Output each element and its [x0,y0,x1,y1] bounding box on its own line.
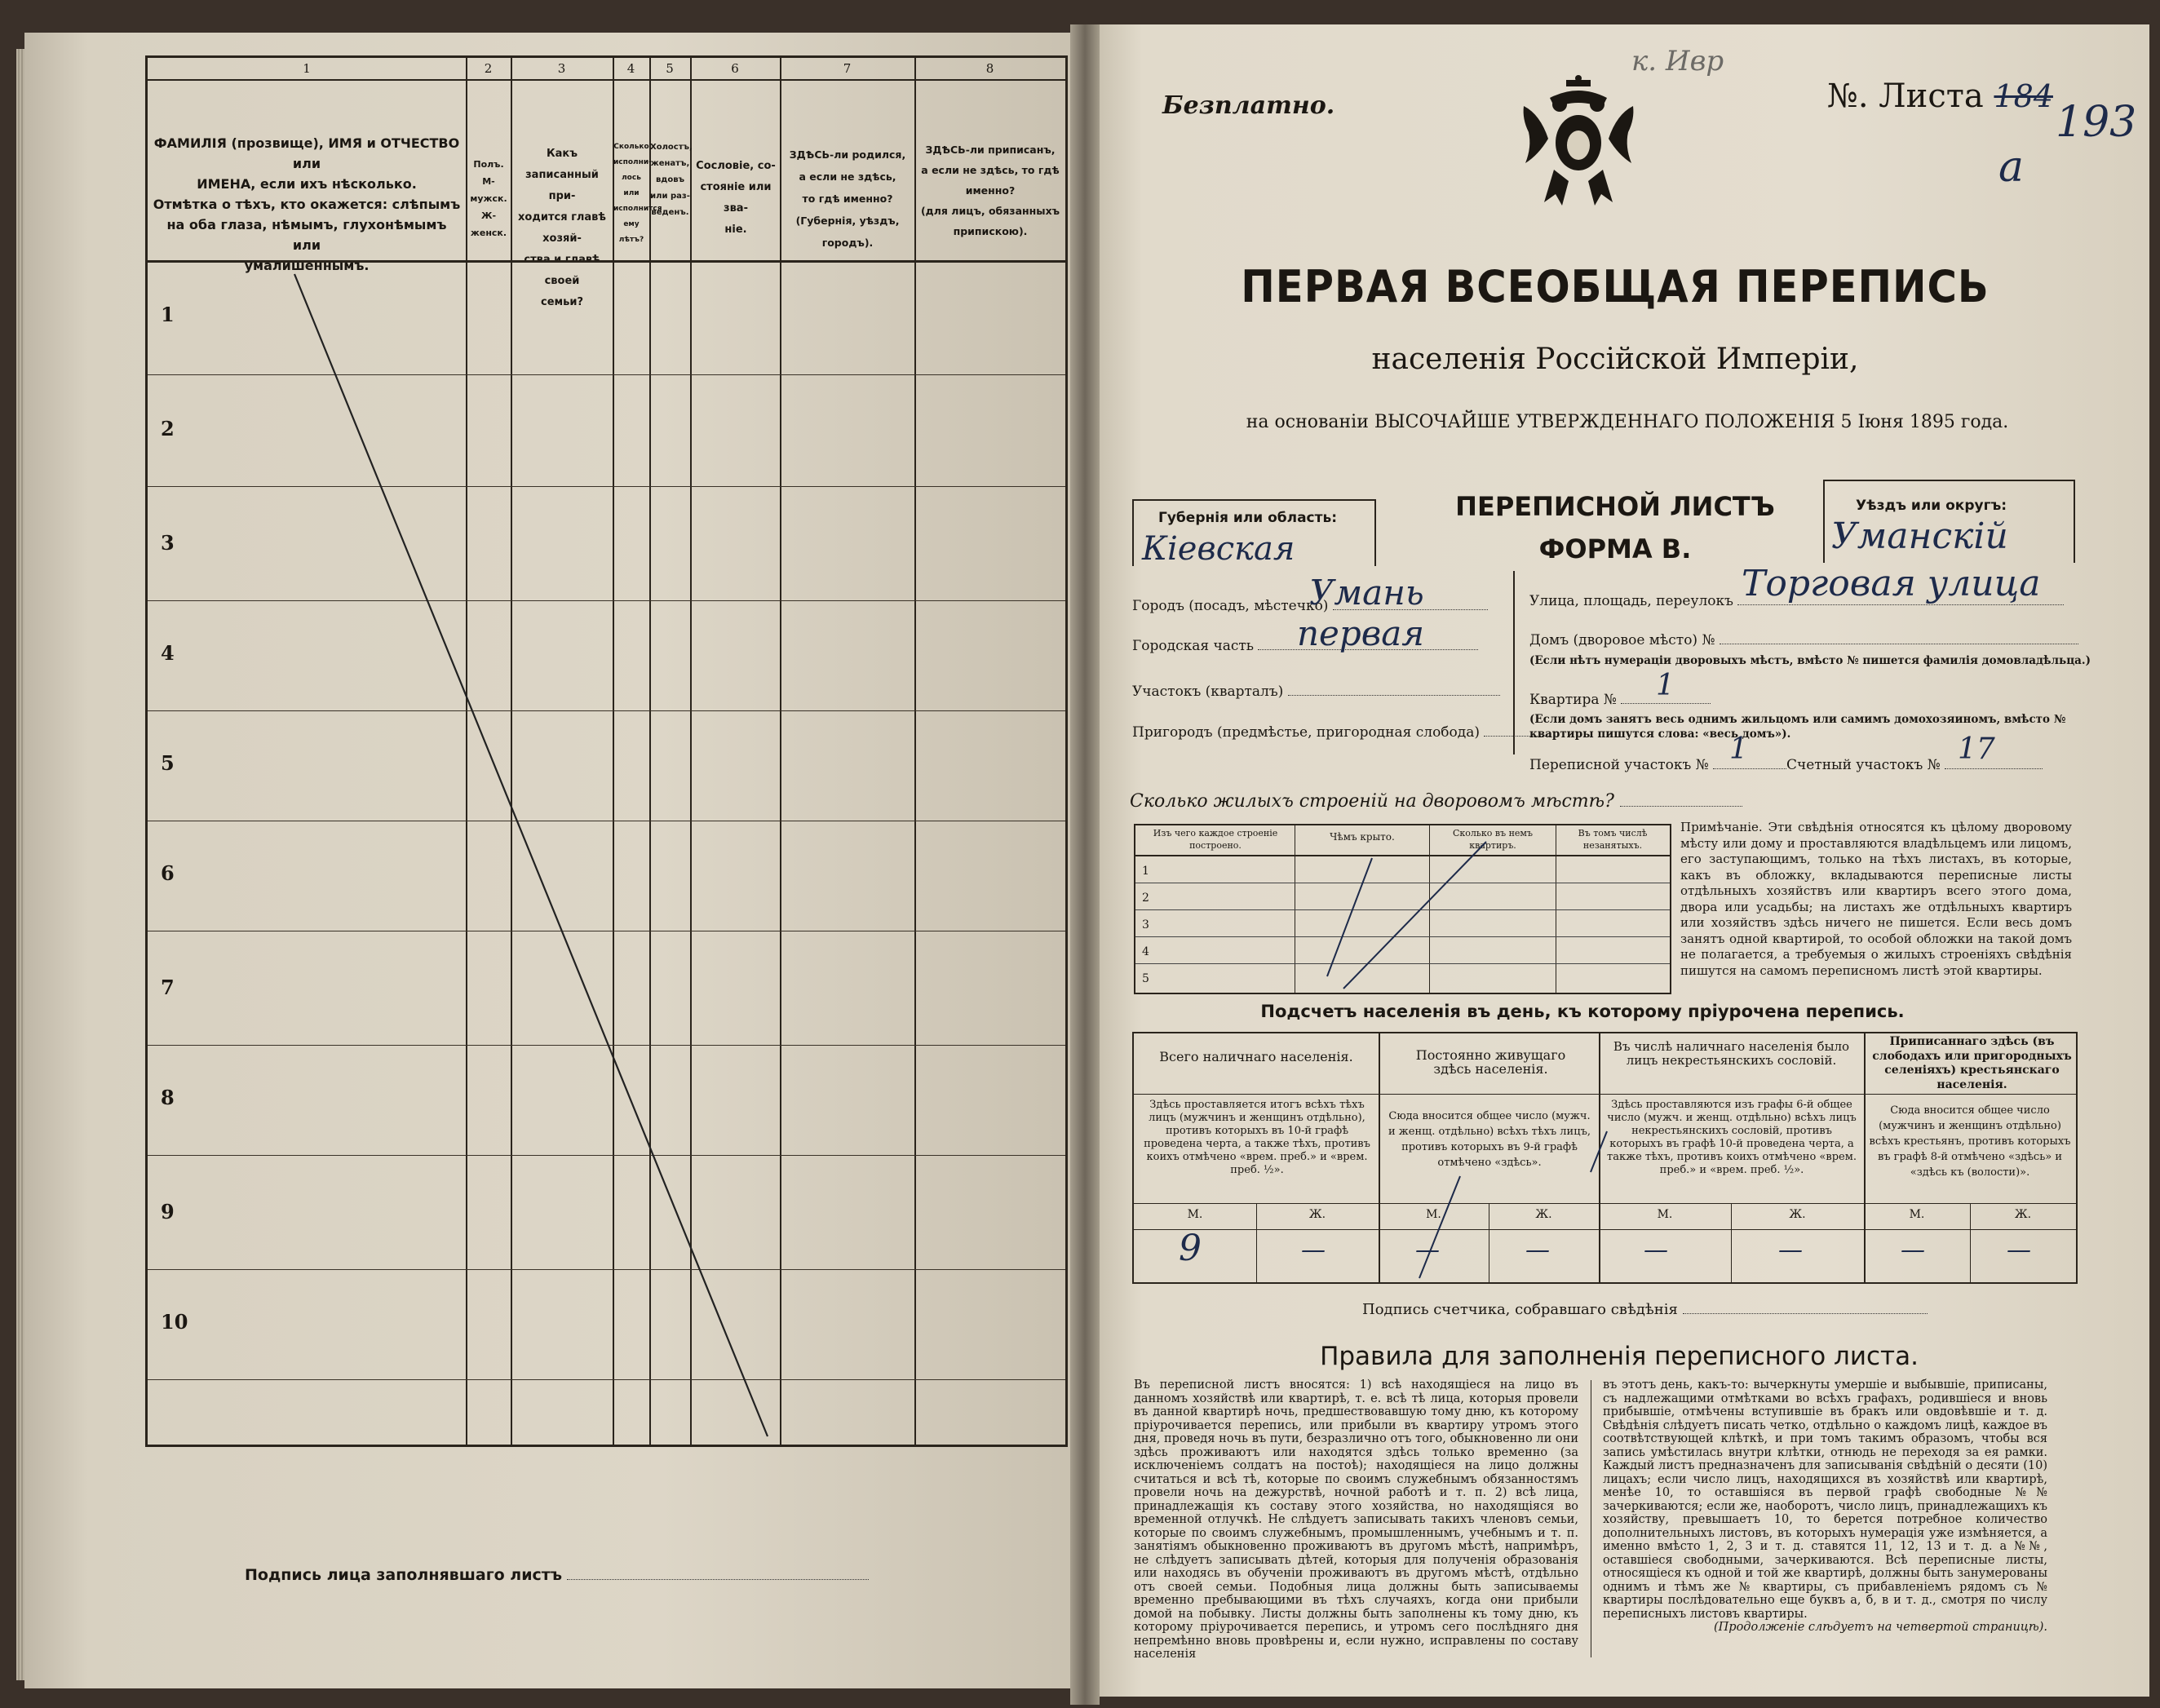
header-estate: Сословіе, со- стояніе или зва- ніе. [696,160,776,236]
row-number: 7 [161,976,175,999]
count-value: — [1901,1236,1925,1264]
rules-continuation: (Продолженіе слѣдуетъ на четвертой страницѣ). [1713,1621,2047,1634]
sheet-number: №. Листа 184 а [1827,77,2053,192]
census-subtitle: населенія Россійской Имперіи, [1371,343,1859,376]
count-description: Сюда вносится общее число (мужчинъ и женщинъ отдѣльно) всѣхъ крестьянъ, противъ которыхъ въ графѣ 8-й отмѣчено «здѣсь» и «здѣсь къ (волости)». [1869,1104,2071,1179]
district-label: Уѣздъ или округъ: [1856,498,2007,514]
district-value: Уманскій [1831,515,2008,557]
city-value: Умань [1309,573,1424,613]
rules-left-column: Въ переписной листъ вносятся: 1) всѣ находящіеся на лицо въ данномъ хозяйствѣ или квартирѣ, т. е. всѣ тѣ лица, которыя провели въ данной квартирѣ ночь, предшествовавшую тому дню, къ которому пріурочивается перепись, или прибыли въ квартиру утромъ этого дня, проведя ночь въ пути, безразлично отъ того, обыкновенно ли они здѣсь проживаютъ или находятся здѣсь только временно (за исключеніемъ солдатъ на постоѣ); находящіеся на лицо должны считаться и всѣ тѣ, которые по своимъ служебнымъ обязанностямъ провели ночь на дежурствѣ, ночной работѣ и т. п. 2) всѣ лица, принадлежащія къ составу этого хозяйства, но находящіяся во временной отлучкѣ. Не слѣдуетъ записывать такихъ членовъ семьи, которые по своимъ служебнымъ, промышленнымъ, учебнымъ и т. п. занятіямъ обыкновенно проживаютъ въ другомъ мѣстѣ, напримѣръ, не слѣдуетъ записывать дѣтей, которыя для полученія образованія или находясь въ обученіи проживаютъ въ другомъ мѣстѣ, отдѣльно отъ своей семьи. Подобныя лица должны быть записываемы временно пребывающими въ тѣхъ случаяхъ, когда они прибыли домой на побывку. Листы должны быть заполнены къ тому дню, къ которому пріурочивается перепись, и утромъ сего послѣдняго дня непремѣнно вновь провѣрены и, если нужно, исправлены по составу населенія [1134,1378,1578,1661]
buildings-note: Примѣчаніе. Эти свѣдѣнія относятся къ цѣлому дворовому мѣсту или дому и проставляются владѣльцемъ или лицомъ, его заступающимъ, только на тѣхъ листахъ, въ которые, какъ въ обложку, вкладываются переписные листы отдѣльныхъ хозяйствъ или квартиръ всего этого дома, двора или усадьбы; на листахъ же отдѣльныхъ квартиръ или хозяйствъ здѣсь ничего не пишется. Если весь домъ занятъ одной квартирой, то особой обложки на такой домъ не полагается, а требуемыя о жилыхъ строеніяхъ свѣдѣнія пишутся на самомъ переписномъ листѣ этой квартиры. [1680,820,2072,978]
count-header: Всего наличнаго населенія. [1159,1049,1353,1064]
street-field: Улица, площадь, переулокъ [1529,593,2064,609]
count-value: — [1778,1236,1803,1264]
counting-district-field: Счетный участокъ № [1786,757,2043,773]
col-number-4: 4 [613,58,649,81]
counting-district-value: 17 [1958,732,1995,766]
count-header: Приписаннаго здѣсь (въ слободахъ или пригородныхъ селеніяхъ) крестьянскаго населенія. [1872,1035,2072,1091]
count-col-m: М. [1657,1208,1673,1221]
legal-basis: на основаніи ВЫСОЧАЙШЕ УТВЕРЖДЕННАГО ПОЛОЖЕНІЯ 5 Іюня 1895 года. [1246,412,2009,432]
house-note: (Если нѣтъ нумераціи дворовыхъ мѣстъ, вмѣсто № пишется фамилія домовладѣльца.) [1529,654,2091,667]
city-part-value: первая [1297,613,1425,653]
apartment-field: Квартира № [1529,692,1711,708]
row-number: 5 [161,751,175,775]
section-field: Участокъ (кварталъ) [1132,684,1500,700]
population-count-title: Подсчетъ населенія въ день, къ которому пріурочена перепись. [1260,1002,1905,1021]
imperial-eagle-icon [1517,73,1640,212]
row-number: 3 [161,531,175,555]
count-col-f: Ж. [1789,1208,1806,1221]
row-number: 10 [161,1310,188,1334]
count-description: Здѣсь проставляется итогъ всѣхъ тѣхъ лицъ (мужчинъ и женщинъ отдѣльно), противъ которыхъ въ 10-й графѣ проведена черта, а также тѣхъ, противъ коихъ отмѣчено «врем. преб.» и «врем. преб. ½». [1144,1099,1370,1176]
household-register-table [145,55,1068,1447]
household-signature: Подпись лица заполнявшаго листъ [245,1566,869,1584]
rules-title: Правила для заполненія переписного листа. [1320,1342,1919,1371]
count-value: 9 [1179,1228,1202,1269]
header-age: Сколько исполни- лось или исполнится ему лѣтъ? [613,143,662,244]
header-birthplace: ЗДѢСЬ-ли родился, а если не здѣсь, то гдѣ именно? (Губернія, уѣздъ, городъ). [789,148,906,249]
counter-signature: Подпись счетчика, собравшаго свѣдѣнія [1362,1301,1928,1318]
buildings-header: Въ томъ числѣ незанятыхъ. [1578,828,1648,851]
form-title: ПЕРЕПИСНОЙ ЛИСТЪ ФОРМА В. [1455,491,1775,564]
count-col-m: М. [1187,1208,1203,1221]
province-label: Губернія или область: [1158,510,1338,526]
count-header: Въ числѣ наличнаго населенія было лицъ некрестьянскихъ сословій. [1613,1039,1850,1068]
row-number: 8 [161,1086,175,1109]
col-number-3: 3 [511,58,613,81]
page-number-stamp: 193 [2056,98,2137,147]
buildings-header: Изъ чего каждое строеніе построено. [1153,828,1278,851]
count-value: — [1301,1236,1326,1264]
header-registration: ЗДѢСЬ-ли приписанъ, а если не здѣсь, то гдѣ именно? (для лицъ, обязанныхъ припискою). [920,144,1060,237]
book-gutter [1070,24,1100,1705]
province-value: Кіевская [1142,530,1295,568]
buildings-row-number: 1 [1142,865,1149,878]
buildings-header: Чѣмъ крыто. [1330,831,1395,843]
col-number-1: 1 [148,58,466,81]
pencil-note: к. Ивр [1631,45,1724,77]
buildings-row-number: 5 [1142,972,1149,985]
col-number-6: 6 [690,58,780,81]
buildings-crossed-out [1135,825,1670,993]
apartment-note: (Если домъ занятъ весь однимъ жильцомъ или самимъ домохозяиномъ, вмѣсто № квартиры пишутся слова: «весь домъ»). [1529,713,2066,741]
street-value: Торговая улица [1742,563,2041,604]
header-sex: Полъ. М-мужск. Ж-женск. [470,159,507,238]
city-field: Городъ (посадъ, мѣстечко) [1132,598,1488,614]
col-number-7: 7 [780,58,914,81]
buildings-row-number: 3 [1142,918,1149,931]
count-col-f: Ж. [1308,1208,1326,1221]
census-title: ПЕРВАЯ ВСЕОБЩАЯ ПЕРЕПИСЬ [1241,261,1990,312]
col-number-2: 2 [466,58,511,81]
apartment-value: 1 [1656,669,1675,702]
count-value: — [1415,1236,1440,1264]
count-value: — [1644,1236,1668,1264]
count-col-f: Ж. [2014,1208,2032,1221]
suburb-field: Пригородъ (предмѣстье, пригородная слобода) [1132,724,1549,741]
buildings-row-number: 2 [1142,892,1149,905]
col-number-8: 8 [914,58,1065,81]
census-district-value: 1 [1729,732,1748,766]
header-name: ФАМИЛІЯ (прозвище), ИМЯ и ОТЧЕСТВО или ИМЕНА, если ихъ нѣсколько. Отмѣтка о тѣхъ, кто окажется: слѣпымъ на оба глаза, нѣмымъ, глухонѣмымъ или умалишеннымъ. [153,135,461,273]
buildings-question: Сколько жилыхъ строеній на дворовомъ мѣстѣ? [1130,791,1742,812]
count-value: — [2007,1236,2031,1264]
count-strokes [1134,1033,2076,1282]
census-district-field: Переписной участокъ № [1529,757,1786,773]
buildings-row-number: 4 [1142,945,1149,958]
count-description: Сюда вносится общее число (мужч. и женщ. отдѣльно) всѣхъ тѣхъ лицъ, противъ которыхъ въ 9-й графѣ отмѣчено «здѣсь». [1388,1110,1591,1169]
buildings-header: Сколько въ немъ квартиръ. [1453,828,1533,851]
rules-right-column: въ этотъ день, какъ-то: вычеркнуты умершіе и выбывшіе, приписаны, съ надлежащими отмѣтками во всѣхъ графахъ, родившіеся и вновь прибывшіе, отмѣчены вступившіе въ бракъ или овдовѣвшіе и т. д. Свѣдѣнія слѣдуетъ писать четко, отдѣльно о каждомъ лицѣ, каждое въ соотвѣтствующей клѣткѣ, и при томъ такимъ образомъ, чтобы вся запись умѣстилась внутри клѣтки, отнюдь не переходя за ея рамки. Каждый листъ предназначенъ для записыванія свѣдѣній о десяти (10) лицахъ; если число лицъ, находящихся въ хозяйствѣ или квартирѣ, менѣе 10, то оставшіяся въ первой графѣ свободные №№ зачеркиваются; если же, наоборотъ, число лицъ, принадлежащихъ къ хозяйству, превышаетъ 10, то берется потребное количество дополнительныхъ листовъ, въ которыхъ нумерація уже измѣняется, а именно вмѣсто 1, 2, 3 и т. д. ставятся 11, 12, 13 и т. д. а №№, оставшіеся свободными, зачеркиваются. Всѣ переписные листы, относящіеся къ одной и той же квартирѣ, должны быть занумерованы однимъ и тѣмъ же № квартиры, съ прибавленіемъ рядомъ съ № квартиры послѣдовательно еще буквъ а, б, в и т. д., смотря по числу переписныхъ листовъ квартиры. (Продолженіе слѣдуетъ на четвертой страницѣ). [1603,1378,2047,1634]
count-header: Постоянно живущаго здѣсь населенія. [1415,1047,1566,1077]
count-col-m: М. [1909,1208,1925,1221]
crossed-out-diagonal [148,58,1065,1445]
row-number: 9 [161,1200,175,1223]
col-number-5: 5 [649,58,690,81]
row-number: 1 [161,303,175,326]
row-number: 2 [161,417,175,440]
count-col-f: Ж. [1535,1208,1552,1221]
header-marital: Холостъ, женатъ, вдовъ или раз- веденъ. [650,143,693,217]
buildings-table [1134,824,1671,994]
header-relation: Какъ записанный при- ходится главѣ хозяй- ства и главѣ своей семьи? [518,148,606,308]
house-field: Домъ (дворовое мѣсто) № [1529,632,2078,648]
row-number: 4 [161,641,175,665]
sheet-number-value: 184 [1994,78,2053,114]
sheet-letter: а [1998,143,2025,192]
count-col-m: М. [1426,1208,1441,1221]
count-value: — [1525,1236,1550,1264]
city-part-field: Городская часть [1132,638,1478,654]
count-description: Здѣсь проставляются изъ графы 6-й общее число (мужч. и женщ. отдѣльно) всѣхъ лицъ некрестьянскихъ сословій, противъ которыхъ въ графѣ 10-й проведена черта, а также тѣхъ, противъ коихъ отмѣчено «врем. преб.» и «врем. преб. ½». [1607,1099,1857,1176]
row-number: 6 [161,861,175,885]
free-label: Безплатно. [1162,91,1335,120]
population-count-table [1132,1032,2078,1284]
